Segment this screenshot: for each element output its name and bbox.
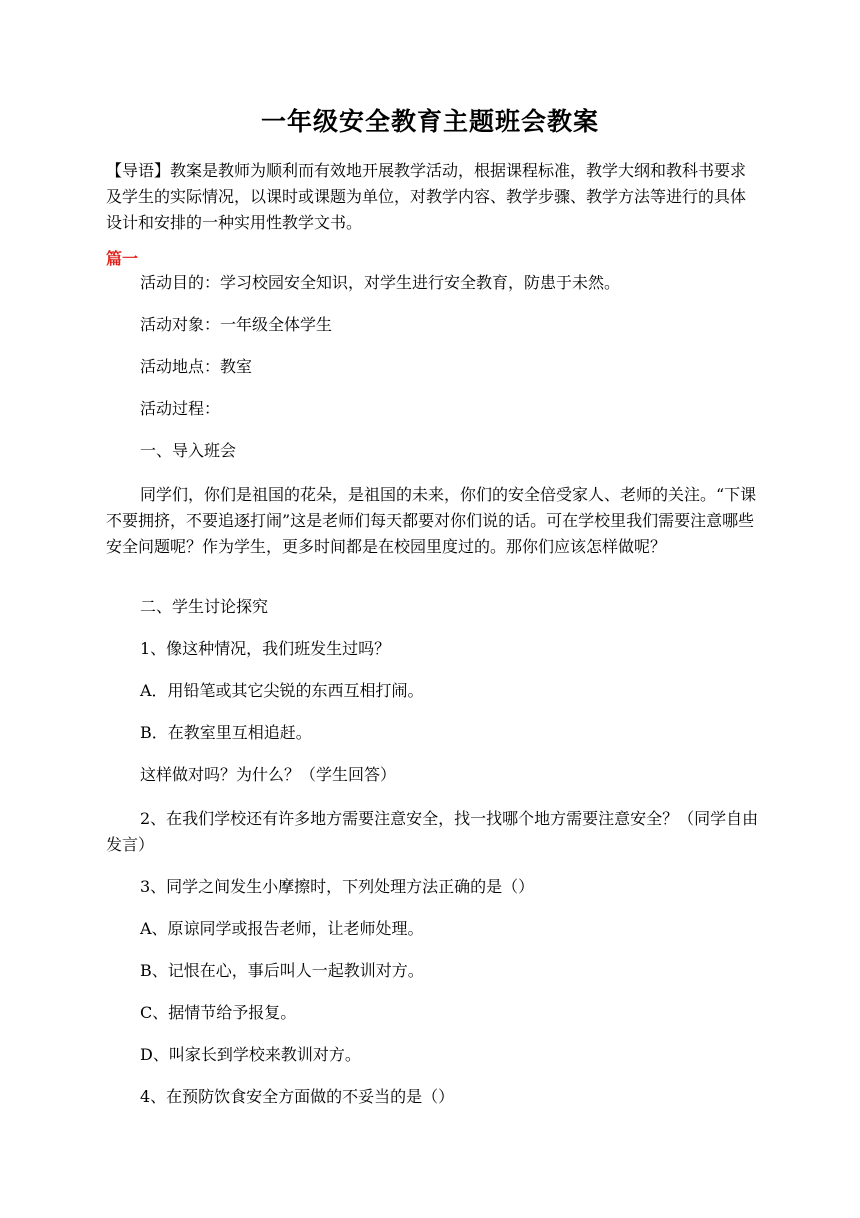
paragraph-activity-goal: 活动目的：学习校园安全知识，对学生进行安全教育，防患于未然。 — [140, 273, 621, 292]
document-title: 一年级安全教育主题班会教案 — [260, 107, 599, 136]
paragraph-option-1b: B．在教室里互相追赶。 — [140, 723, 312, 742]
paragraph-step-two: 二、学生讨论探究 — [140, 597, 269, 616]
paragraph-question-2: 2、在我们学校还有许多地方需要注意安全，找一找哪个地方需要注意安全？（同学自由发言） — [106, 809, 759, 854]
paragraph-option-3a: A、原谅同学或报告老师，让老师处理。 — [140, 919, 424, 938]
paragraph-option-3d: D、叫家长到学校来教训对方。 — [140, 1045, 361, 1064]
paragraph-option-1a: A．用铅笔或其它尖锐的东西互相打闹。 — [140, 681, 424, 700]
paragraph-opening-speech: 同学们，你们是祖国的花朵，是祖国的未来，你们的安全倍受家人、老师的关注。“下课不要拥挤，不要追逐打闹”这是老师们每天都要对你们说的话。可在学校里我们需要注意哪些安全问题呢？作为学生，更多时间都是在校园里度过的。那你们应该怎样做呢？ — [106, 485, 757, 556]
paragraph-question-3: 3、同学之间发生小摩擦时，下列处理方法正确的是（） — [140, 877, 535, 896]
paragraph-activity-location: 活动地点：教室 — [140, 357, 253, 376]
paragraph-option-3b: B、记恨在心，事后叫人一起教训对方。 — [140, 961, 424, 980]
paragraph-activity-process: 活动过程： — [140, 399, 221, 418]
paragraph-activity-target: 活动对象：一年级全体学生 — [140, 315, 333, 334]
intro-paragraph: 【导语】教案是教师为顺利而有效地开展教学活动，根据课程标准，教学大纲和教科书要求及学生的实际情况，以课时或课题为单位，对教学内容、教学步骤、教学方法等进行的具体设计和安排的一种实用性教学文书。 — [106, 161, 747, 232]
section-heading: 篇一 — [106, 249, 139, 268]
paragraph-question-4: 4、在预防饮食安全方面做的不妥当的是（） — [140, 1087, 455, 1106]
paragraph-discussion: 这样做对吗？为什么？（学生回答） — [140, 765, 397, 784]
paragraph-question-1: 1、像这种情况，我们班发生过吗？ — [140, 639, 391, 658]
paragraph-option-3c: C、据情节给予报复。 — [140, 1003, 297, 1022]
paragraph-step-one: 一、导入班会 — [140, 441, 237, 460]
